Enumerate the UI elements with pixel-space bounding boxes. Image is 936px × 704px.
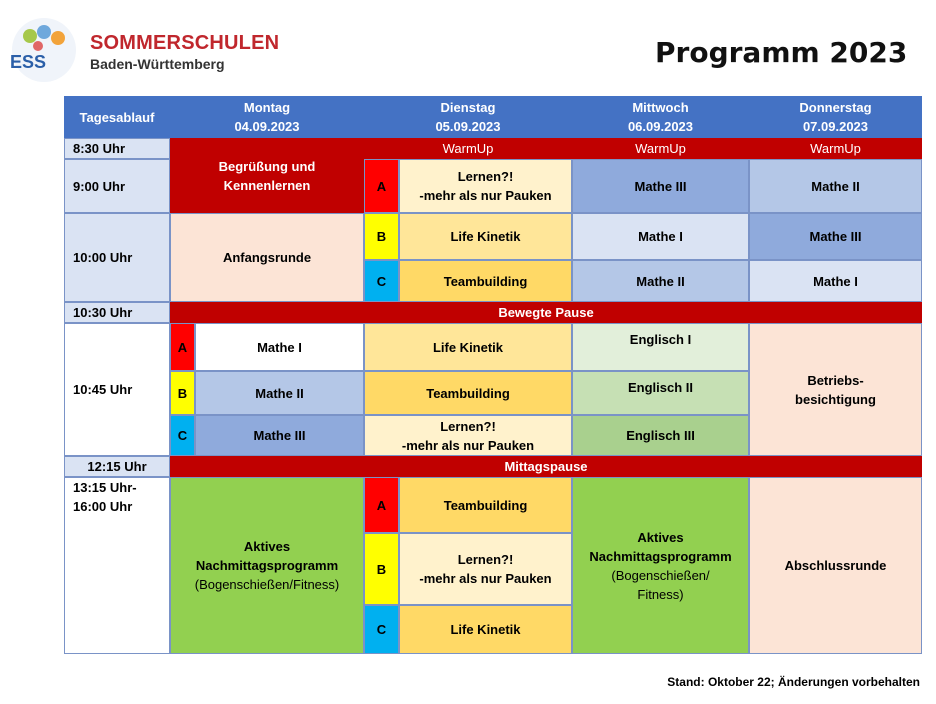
day-date: 05.09.2023 — [435, 119, 501, 134]
break-bewegte-pause: Bewegte Pause — [170, 302, 922, 323]
wed-englisch-3: Englisch III — [572, 415, 749, 456]
mon-welcome — [170, 138, 364, 213]
tue-lernen-line1: Lernen?! — [457, 169, 514, 184]
mon-welcome-line2: Kennenlernen — [223, 177, 311, 193]
mon-aktiv-line3: (Bogenschießen/Fitness) — [194, 577, 340, 592]
thu-betr-line2: besichtigung — [795, 391, 876, 407]
tue-pm-group-a: A — [364, 477, 399, 533]
day-name: Dienstag — [440, 100, 496, 115]
day-date: 06.09.2023 — [627, 119, 694, 134]
mon-group-b: B — [170, 371, 195, 415]
mon-mathe-2: Mathe II — [195, 371, 364, 415]
tue-group-c: C — [364, 260, 399, 302]
footer-note: Stand: Oktober 22; Änderungen vorbehalten — [667, 675, 920, 689]
mon-welcome-line1: Begrüßung und — [218, 158, 316, 174]
tue-group-a: A — [364, 159, 399, 213]
day-name: Montag — [243, 100, 291, 115]
time-1030: 10:30 Uhr — [64, 302, 170, 323]
time-1045: 10:45 Uhr — [64, 323, 170, 456]
wed-aktiv-line1: Aktives — [637, 529, 684, 545]
header-tagesablauf: Tagesablauf — [64, 96, 170, 138]
wed-mathe-2: Mathe II — [572, 260, 749, 302]
day-name: Donnerstag — [799, 100, 872, 115]
thu-betr-line1: Betriebs- — [807, 372, 864, 388]
break-mittagspause: Mittagspause — [170, 456, 922, 477]
page-title: Programm 2023 — [655, 36, 908, 69]
thu-warmup: WarmUp — [749, 138, 922, 159]
time-1215: 12:15 Uhr — [64, 456, 170, 477]
thu-mathe-3: Mathe III — [749, 213, 922, 260]
day-date: 04.09.2023 — [234, 119, 300, 134]
tue-lernen — [399, 159, 572, 213]
time-1315 — [64, 477, 170, 654]
tue-pm-life-kinetik: Life Kinetik — [399, 605, 572, 654]
wed-mathe-3: Mathe III — [572, 159, 749, 213]
logo-circle-icon — [12, 18, 76, 82]
wed-englisch-1: Englisch I — [572, 323, 749, 371]
mon-mathe-3: Mathe III — [195, 415, 364, 456]
tue-warmup: WarmUp — [364, 138, 572, 159]
tue-pm-teambuilding: Teambuilding — [399, 477, 572, 533]
time-1315-end: 16:00 Uhr — [73, 499, 133, 514]
header-day-thursday — [749, 96, 922, 138]
mon-aktiv-line1: Aktives — [243, 539, 291, 554]
time-830: 8:30 Uhr — [64, 138, 170, 159]
time-1315-start: 13:15 Uhr- — [73, 480, 137, 495]
mon-group-a: A — [170, 323, 195, 371]
wed-englisch-2: Englisch II — [572, 371, 749, 415]
tue-pm-group-c: C — [364, 605, 399, 654]
wed-aktiv-line2: Nachmittagsprogramm — [589, 548, 732, 564]
mon-mathe-1: Mathe I — [195, 323, 364, 371]
tue-teambuilding: Teambuilding — [399, 260, 572, 302]
thu-mathe-2: Mathe II — [749, 159, 922, 213]
tue-lernen-2 — [364, 415, 572, 456]
tue-pm-lernen — [399, 533, 572, 605]
brand-region: Baden-Württemberg — [90, 56, 225, 72]
mon-aktiv-line2: Nachmittagsprogramm — [195, 558, 339, 573]
brand-name: SOMMERSCHULEN — [90, 32, 280, 54]
tue-lernen2-line1: Lernen?! — [440, 418, 496, 434]
header-day-tuesday — [364, 96, 572, 138]
tue-life-kinetik-2: Life Kinetik — [364, 323, 572, 371]
tue-pm-group-b: B — [364, 533, 399, 605]
day-date: 07.09.2023 — [802, 119, 869, 134]
mon-aktives-programm — [170, 477, 364, 654]
day-name: Mittwoch — [632, 100, 689, 115]
header-day-wednesday — [572, 96, 749, 138]
thu-abschlussrunde: Abschlussrunde — [749, 477, 922, 654]
logo-ess-text: ESS — [10, 52, 47, 72]
time-900: 9:00 Uhr — [64, 159, 170, 213]
tue-group-b: B — [364, 213, 399, 260]
thu-betriebsbesichtigung — [749, 323, 922, 456]
thu-mathe-1: Mathe I — [749, 260, 922, 302]
wed-mathe-1: Mathe I — [572, 213, 749, 260]
header-day-monday — [170, 96, 364, 138]
wed-aktives-programm — [572, 477, 749, 654]
tue-lernen2-line2: -mehr als nur Pauken — [401, 437, 535, 453]
time-1000: 10:00 Uhr — [64, 213, 170, 302]
wed-warmup: WarmUp — [572, 138, 749, 159]
tue-life-kinetik: Life Kinetik — [399, 213, 572, 260]
tue-teambuilding-2: Teambuilding — [364, 371, 572, 415]
tue-lernen-line2: -mehr als nur Pauken — [419, 188, 552, 203]
mon-anfangsrunde: Anfangsrunde — [170, 213, 364, 302]
wed-aktiv-line4: Fitness) — [637, 586, 684, 602]
mon-group-c: C — [170, 415, 195, 456]
wed-aktiv-line3: (Bogenschießen/ — [611, 567, 710, 583]
tue-pm-lernen-line1: Lernen?! — [457, 552, 514, 567]
tue-pm-lernen-line2: -mehr als nur Pauken — [419, 571, 552, 586]
